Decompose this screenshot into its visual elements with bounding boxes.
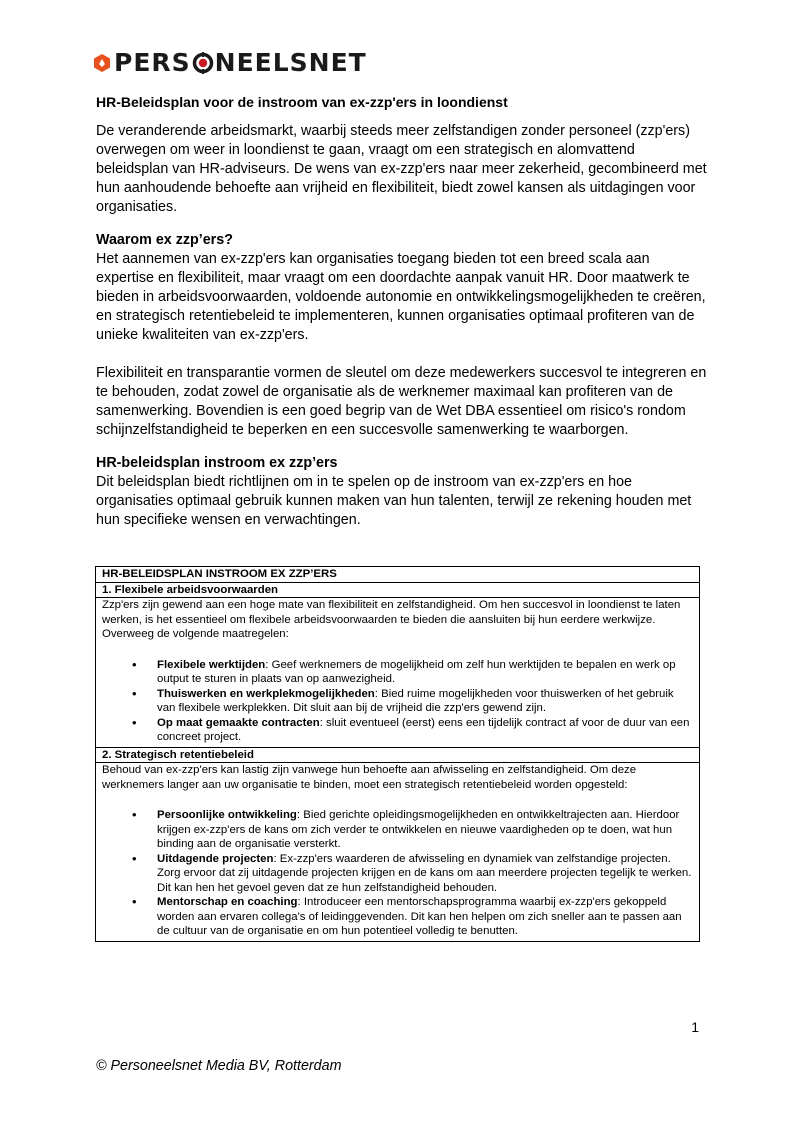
measure-label: Op maat gemaakte contracten — [157, 716, 320, 729]
measures-list-1 — [102, 658, 693, 745]
intro-paragraph: De veranderende arbeidsmarkt, waarbij steeds meer zelfstandigen zonder personeel (zzp'ers) overwegen om weer in loondienst te gaan, vraagt om een strategisch en alomvattend beleidsplan van HR-adviseurs. De wens van ex-zzp'ers naar meer zekerheid, gecombineerd met hun aanhoudende behoefte aan vrijheid en flexibiliteit, biedt zowel kansen als uitdagingen voor organisaties. — [96, 123, 707, 215]
table-section-title-1: 1. Flexibele arbeidsvoorwaarden — [96, 582, 700, 598]
measures-list-2 — [102, 808, 693, 939]
section-heading-why: Waarom ex zzp’ers? — [96, 232, 233, 248]
logo-hexagon-icon — [93, 53, 111, 73]
measure-text: : Ex-zzp'ers waarderen de afwisseling en dynamiek van zelfstandige projecten. Zorg ervoor dat zij uitdagende projecten krijgen en de kans om aan meerdere projecten tegelijk te werken. Dit kan hen het gevoel geven dat ze hun zelfstandigheid behouden. — [157, 852, 692, 894]
list-item — [157, 808, 693, 852]
list-item — [157, 658, 693, 687]
table-row — [96, 582, 700, 598]
section-heading-plan: HR-beleidsplan instroom ex zzp’ers — [96, 455, 338, 471]
measure-label: Thuiswerken en werkplekmogelijkheden — [157, 687, 375, 700]
footer-copyright: © Personeelsnet Media BV, Rotterdam — [96, 1058, 342, 1074]
section-why-paragraph-2: Flexibiliteit en transparantie vormen de sleutel om deze medewerkers succesvol te integreren en te behouden, zodat zowel de organisatie als de werknemer maximaal kan profiteren van de samenwerking. Bovendien is een goed begrip van de Wet DBA essentieel om risico's rondom schijnzelfstandigheid te beperken en een succesvolle samenwerking te waarborgen. — [96, 365, 707, 438]
table-section-intro-2: Behoud van ex-zzp'ers kan lastig zijn vanwege hun behoefte aan afwisseling en zelfstandigheid. Om deze werknemers langer aan uw organisatie te binden, moet een strategisch retentiebeleid worden opgesteld: — [102, 764, 637, 791]
measure-label: Mentorschap en coaching — [157, 896, 298, 908]
page-number: 1 — [691, 1019, 699, 1035]
table-section-body-2 — [96, 763, 700, 942]
section-why-paragraph-1: Het aannemen van ex-zzp'ers kan organisaties toegang bieden tot een breed scala aan expertise en flexibiliteit, maar vraagt om een doordachte aanpak vanuit HR. Door maatwerk te bieden in arbeidsvoorwaarden, voldoende autonomie en ontwikkelingsmogelijkheden te creëren, en strategisch retentiebeleid te implementeren, kunnen organisaties optimaal profiteren van de unieke kwaliteiten van ex-zzp'ers. — [96, 251, 706, 343]
table-section-intro-1: Zzp'ers zijn gewend aan een hoge mate van flexibiliteit en zelfstandigheid. Om hen succesvol in loondienst te laten werken, is het essentieel om flexibele arbeidsvoorwaarden te bieden die aansluiten bij hun eerdere werkwijze. Overweeg de volgende maatregelen: — [102, 599, 681, 640]
list-item — [157, 852, 693, 896]
measure-label: Uitdagende projecten — [157, 852, 274, 865]
table-section-title-2: 2. Strategisch retentiebeleid — [96, 747, 700, 763]
measure-text: : Bied gerichte opleidingsmogelijkheden en ontwikkeltrajecten aan. Hierdoor krijgen ex-zzp'ers de kans om zich verder te ontwikkelen en nieuwe vaardigheden op te doen, wat hun binding aan de organisatie versterkt. — [157, 809, 680, 850]
measure-text: : Bied ruime mogelijkheden voor thuiswerken of het gebruik van flexibele werkplekken. Dit sluit aan bij de vrijheid die zzp'ers gewend zijn. — [157, 687, 674, 714]
personeelsnet-logo — [93, 48, 367, 78]
document-body — [96, 93, 708, 530]
policy-table — [95, 566, 700, 942]
logo-ring-icon — [192, 52, 214, 74]
list-item — [157, 716, 693, 745]
measure-text: : Geef werknemers de mogelijkheid om zelf hun werktijden te bepalen en werk op output te sturen in plaats van op aanwezigheid. — [157, 658, 676, 685]
table-row — [96, 598, 700, 748]
table-row — [96, 747, 700, 763]
measure-label: Flexibele werktijden — [157, 658, 266, 671]
measure-text: : Introduceer een mentorschapsprogramma waarbij ex-zzp'ers gekoppeld worden aan ervaren collega's of leidinggevenden. Dit kan hen helpen om zich sneller aan te passen aan de cultuur van de organisatie en om hun potentieel volledig te benutten. — [157, 896, 682, 937]
table-section-body-1 — [96, 598, 700, 748]
table-row — [96, 567, 700, 583]
list-item — [157, 687, 693, 716]
list-item — [157, 895, 693, 939]
logo-wordmark: PERS NEELSNET — [114, 48, 367, 77]
table-row — [96, 763, 700, 942]
measure-text: : sluit eventueel (eerst) eens een tijdelijk contract af voor de duur van een concreet project. — [157, 716, 690, 743]
table-header: HR-BELEIDSPLAN INSTROOM EX ZZP’ERS — [96, 567, 700, 583]
measure-label: Persoonlijke ontwikkeling — [157, 809, 297, 821]
section-plan-paragraph: Dit beleidsplan biedt richtlijnen om in te spelen op de instroom van ex-zzp'ers en hoe organisaties optimaal gebruik kunnen maken van hun talenten, terwijl ze rekening houden met hun specifieke wensen en verwachtingen. — [96, 474, 692, 528]
document-title: HR-Beleidsplan voor de instroom van ex-zzp'ers in loondienst — [96, 94, 508, 110]
